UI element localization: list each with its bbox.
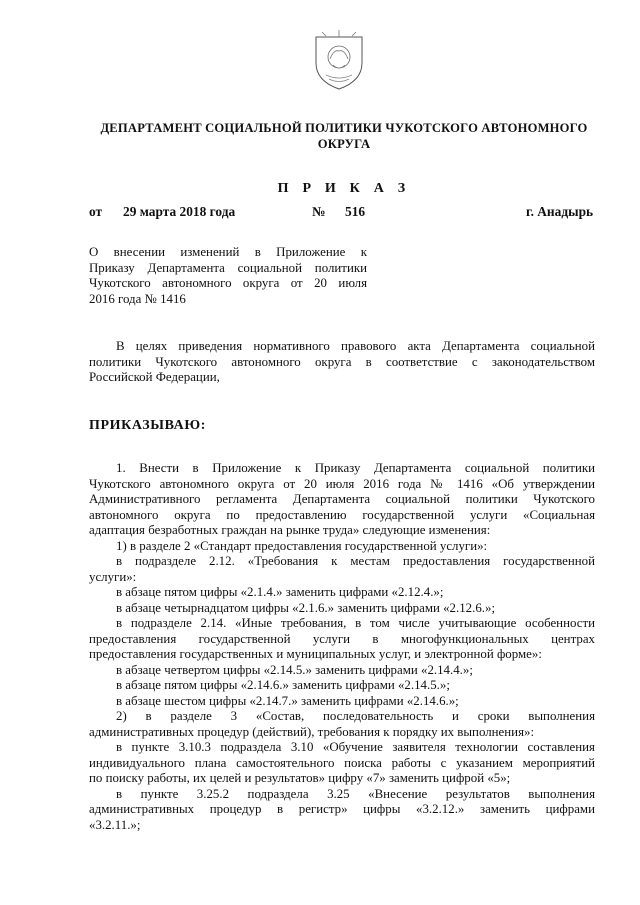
body-line: автономного округа по предоставлению государственной услуги «Социальная	[89, 507, 595, 522]
order-number: 516	[345, 204, 366, 219]
subject-line: О внесении изменений в Приложение к	[89, 245, 367, 259]
order-place: г. Анадырь	[526, 204, 594, 219]
department-title-line: ОКРУГА	[317, 136, 371, 151]
document-subject	[89, 245, 367, 307]
body-line: Чукотского автономного округа от 20 июля 2016 года № 1416 «Об утверждении	[89, 476, 595, 491]
body-line: в пункте 3.10.3 подраздела 3.10 «Обучение заявителя технологии составления	[116, 740, 595, 754]
body-line: предоставления государственных и муниципальных услуг, и электронной форме»:	[89, 647, 542, 661]
body-line: в абзаце пятом цифры «2.14.6.» заменить цифрами «2.14.5.»;	[116, 678, 450, 692]
body-line: 1. Внести в Приложение к Приказу Департамента социальной политики	[116, 461, 595, 475]
department-title	[96, 121, 592, 152]
coat-of-arms-icon	[312, 29, 366, 91]
body-line: в абзаце шестом цифры «2.14.7.» заменить цифрами «2.14.6.»;	[116, 693, 459, 708]
order-date: 29 марта 2018 года	[123, 204, 236, 219]
body-line: в абзаце четырнадцатом цифры «2.1.6.» заменить цифрами «2.12.6.»;	[116, 600, 496, 615]
body-line: в пункте 3.25.2 подраздела 3.25 «Внесение результатов выполнения	[116, 786, 595, 801]
body-line: «3.2.11.»;	[89, 817, 141, 832]
body-line: административных процедур (действий), требования к порядку их выполнения»:	[89, 724, 535, 739]
body-line: 2) в разделе 3 «Состав, последовательность и сроки выполнения	[116, 709, 595, 723]
body-line: в подразделе 2.12. «Требования к местам предоставления государственной	[116, 554, 595, 568]
order-number-sign: №	[312, 204, 326, 219]
body-line: адаптация безработных граждан на рынке труда» следующие изменения:	[89, 523, 491, 537]
directive-heading: ПРИКАЗЫВАЮ:	[89, 418, 206, 433]
preamble-line: Российской Федерации,	[89, 370, 220, 384]
body-line: Административного регламента Департамента социальной политики Чукотского	[89, 492, 595, 506]
body-line: услуги»:	[89, 569, 137, 584]
body-line: в абзаце пятом цифры «2.1.4.» заменить цифрами «2.12.4.»;	[116, 585, 444, 599]
subject-line: Приказу Департамента социальной политики	[89, 260, 367, 275]
order-date-prefix: от	[89, 204, 103, 219]
body-line: индивидуального плана самостоятельного поиска работы с указанием мероприятий	[89, 755, 595, 770]
body-line: предоставления государственной услуги в многофункциональных центрах	[89, 631, 595, 646]
body-line: в абзаце четвертом цифры «2.14.5.» заменить цифрами «2.14.4.»;	[116, 662, 473, 677]
preamble-paragraph	[89, 339, 595, 386]
order-body	[89, 461, 595, 833]
subject-line: 2016 года № 1416	[89, 291, 186, 306]
body-line: административных процедур в регистр» цифры «3.2.12.» заменить цифрами	[89, 802, 595, 816]
body-line: в подразделе 2.14. «Иные требования, в том числе учитывающие особенности	[116, 616, 595, 630]
document-type-title: П Р И К А З	[277, 181, 411, 196]
preamble-line: В целях приведения нормативного правового акта Департамента социальной	[116, 339, 595, 353]
body-line: по поиску работы, их целей и результатов» цифру «7» заменить цифрой «5»;	[89, 771, 511, 785]
body-line: 1) в разделе 2 «Стандарт предоставления государственной услуги»:	[116, 538, 488, 553]
department-title-line: ДЕПАРТАМЕНТ СОЦИАЛЬНОЙ ПОЛИТИКИ ЧУКОТСКОГО АВТОНОМНОГО	[100, 121, 588, 135]
subject-line: Чукотского автономного округа от 20 июля	[89, 276, 367, 291]
preamble-line: политики Чукотского автономного округа в соответствие с законодательством	[89, 354, 595, 369]
